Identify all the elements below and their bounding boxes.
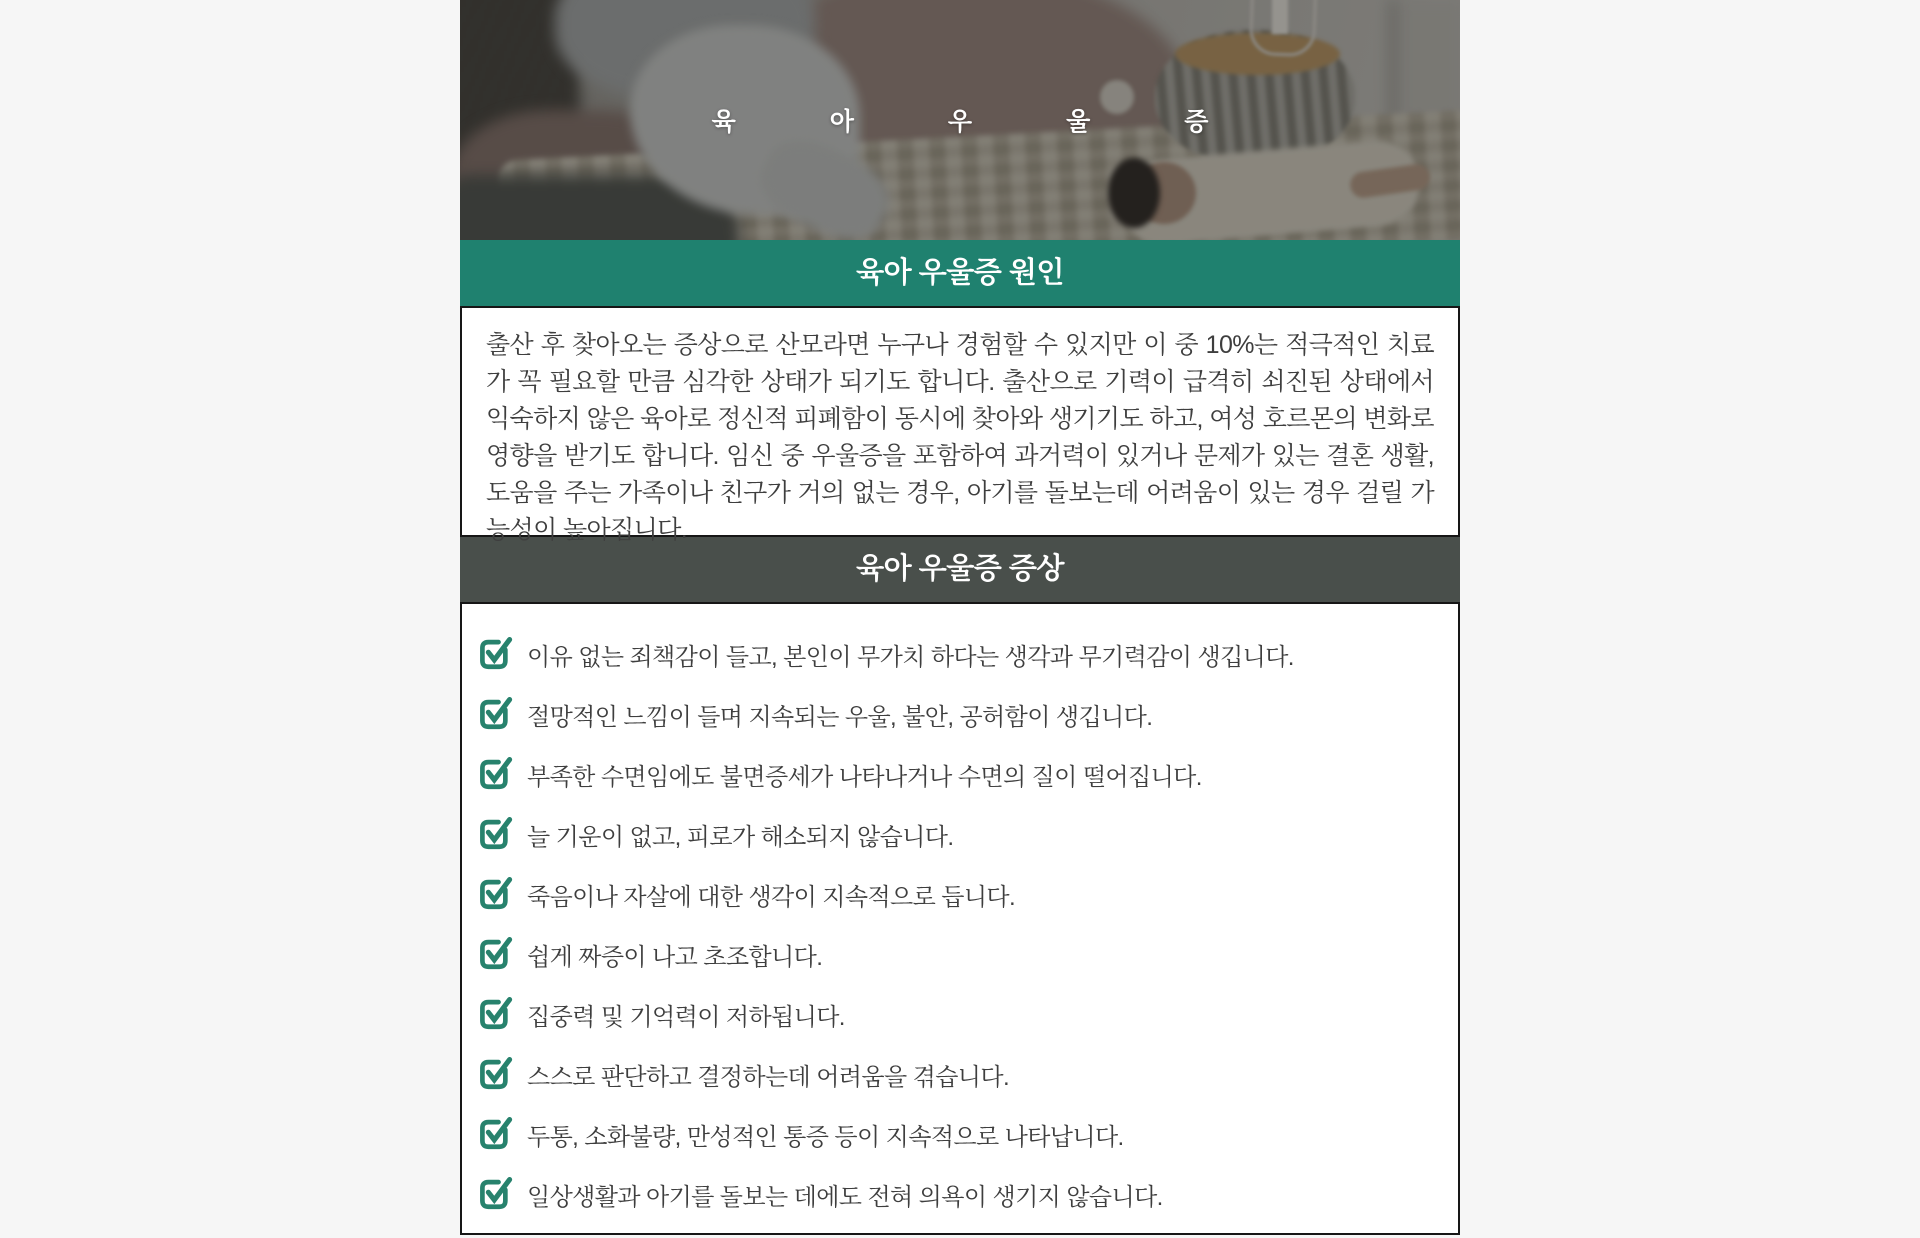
checkbox-check-icon xyxy=(479,636,513,672)
symptom-list-item xyxy=(479,1116,1438,1152)
section-header-causes xyxy=(460,240,1460,306)
hero-title-letter: 울 xyxy=(1066,108,1091,136)
causes-paragraph: 출산 후 찾아오는 증상으로 산모라면 누구나 경험할 수 있지만 이 중 10%는 적극적인 치료가 꼭 필요할 만큼 심각한 상태가 되기도 합니다. 출산으로 기력이 급격히 쇠진된 상태에서 익숙하지 않은 육아로 정신적 피폐함이 동시에 찾아와 생기기도 하고, 여성 호르몬의 변화로 영향을 받기도 합니다. 임신 중 우울증을 포함하여 과거력이 있거나 문제가 있는 결혼 생활, 도움을 주는 가족이나 친구가 거의 없는 경우, 아기를 돌보는데 어려움이 있는 경우 걸릴 가능성이 높아집니다. xyxy=(486,331,1434,544)
checkbox-check-icon xyxy=(479,1176,513,1212)
symptom-list-item xyxy=(479,756,1438,792)
symptom-text: 두통, 소화불량, 만성적인 통증 등이 지속적으로 나타납니다. xyxy=(527,1123,1124,1151)
checkbox-check-icon xyxy=(479,936,513,972)
hero-title xyxy=(460,0,1460,240)
symptom-text: 늘 기운이 없고, 피로가 해소되지 않습니다. xyxy=(527,823,954,851)
checkbox-check-icon xyxy=(479,996,513,1032)
symptom-text: 일상생활과 아기를 돌보는 데에도 전혀 의욕이 생기지 않습니다. xyxy=(527,1183,1163,1211)
hero-title-letter: 아 xyxy=(829,108,854,136)
symptom-text: 부족한 수면임에도 불면증세가 나타나거나 수면의 질이 떨어집니다. xyxy=(527,763,1202,791)
checkbox-check-icon xyxy=(479,696,513,732)
symptom-list-item xyxy=(479,996,1438,1032)
hero-title-letter: 육 xyxy=(711,108,736,136)
symptom-list-item xyxy=(479,1056,1438,1092)
hero-photo xyxy=(460,0,1460,240)
hero-title-letter: 증 xyxy=(1184,108,1209,136)
symptom-text: 절망적인 느낌이 들며 지속되는 우울, 불안, 공허함이 생깁니다. xyxy=(527,703,1153,731)
content-column xyxy=(460,0,1460,1235)
symptom-list-item xyxy=(479,936,1438,972)
causes-box xyxy=(460,306,1460,544)
section-header-causes-label: 육아 우울증 원인 xyxy=(856,257,1064,289)
symptom-text: 쉽게 짜증이 나고 초조합니다. xyxy=(527,943,823,971)
symptom-list-item xyxy=(479,876,1438,912)
symptom-text: 죽음이나 자살에 대한 생각이 지속적으로 듭니다. xyxy=(527,883,1016,911)
checkbox-check-icon xyxy=(479,756,513,792)
symptom-list-item xyxy=(479,1176,1438,1212)
symptoms-box xyxy=(460,602,1460,1235)
checkbox-check-icon xyxy=(479,1056,513,1092)
symptom-text: 스스로 판단하고 결정하는데 어려움을 겪습니다. xyxy=(527,1063,1010,1091)
hero-title-letter: 우 xyxy=(947,108,973,136)
checkbox-check-icon xyxy=(479,1116,513,1152)
section-header-symptoms-label: 육아 우울증 증상 xyxy=(856,553,1064,585)
symptom-list-item xyxy=(479,636,1438,672)
symptom-list-item xyxy=(479,816,1438,852)
checkbox-check-icon xyxy=(479,816,513,852)
symptom-text: 이유 없는 죄책감이 들고, 본인이 무가치 하다는 생각과 무기력감이 생깁니다. xyxy=(527,643,1294,671)
symptom-text: 집중력 및 기억력이 저하됩니다. xyxy=(527,1003,845,1031)
symptom-list-item xyxy=(479,696,1438,732)
checkbox-check-icon xyxy=(479,876,513,912)
